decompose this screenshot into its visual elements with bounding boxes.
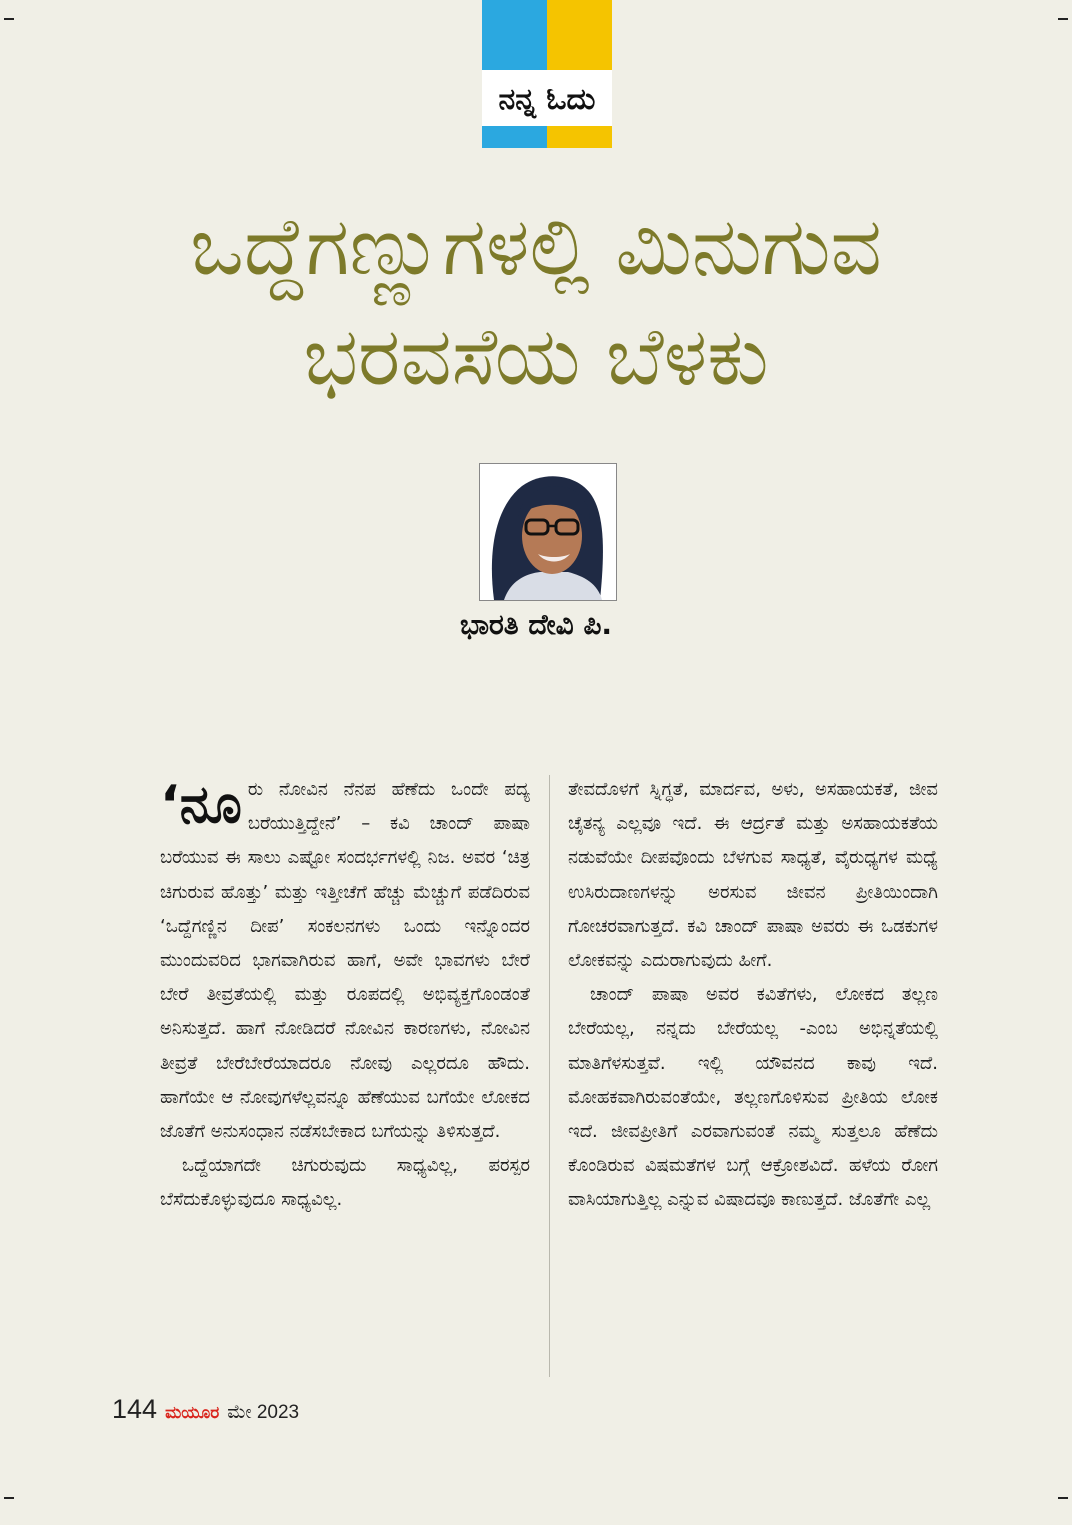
section-tag-blue-strip <box>482 126 547 148</box>
page-footer <box>112 1394 299 1430</box>
issue-date: ಮೇ 2023 <box>227 1402 300 1423</box>
column-divider <box>549 775 550 1377</box>
crop-mark <box>1058 18 1068 20</box>
section-tag-yellow-strip <box>547 126 612 148</box>
section-tag-blue-block <box>482 0 547 70</box>
article-headline <box>80 192 992 412</box>
author-portrait-image <box>480 464 616 600</box>
drop-cap: ‘ನೂ <box>160 775 242 835</box>
crop-mark <box>4 1497 14 1499</box>
headline-line-2: ಭರವಸೆಯ ಬೆಳಕು <box>303 310 769 403</box>
magazine-logo: ಮಯೂರ <box>165 1403 220 1423</box>
author-name: ಭಾರತಿ ದೇವಿ ಪಿ. <box>459 608 613 641</box>
paragraph: ತೇವದೊಳಗೆ ಸ್ನಿಗ್ಧತೆ, ಮಾರ್ದವ, ಅಳು, ಅಸಹಾಯಕತೆ, ಜೀವ ಚೈತನ್ಯ ಎಲ್ಲವೂ ಇದೆ. ಈ ಆರ್ದ್ರತೆ ಮತ್ತು ಅಸಹಾಯಕತೆಯ ನಡುವೆಯೇ ದೀಪವೊಂದು ಬೆಳಗುವ ಸಾಧ್ಯತೆ, ವೈರುಧ್ಯಗಳ ಮಧ್ಯೆ ಉಸಿರುದಾಣಗಳನ್ನು ಅರಸುವ ಜೀವನ ಪ್ರೀತಿಯಿಂದಾಗಿ ಗೋಚರವಾಗುತ್ತದೆ. ಕವಿ ಚಾಂದ್ ಪಾಷಾ ಅವರು ಈ ಒಡಕುಗಳ ಲೋಕವನ್ನು ಎದುರಾಗುವುದು ಹೀಗೆ. <box>568 779 938 972</box>
paragraph: ಚಾಂದ್ ಪಾಷಾ ಅವರ ಕವಿತೆಗಳು, ಲೋಕದ ತಲ್ಲಣ ಬೇರೆಯಲ್ಲ, ನನ್ನದು ಬೇರೆಯಲ್ಲ -ಎಂಬ ಅಭಿನ್ನತೆಯಲ್ಲಿ ಮಾತಿಗೆಳಸುತ್ತವೆ. ಇಲ್ಲಿ ಯೌವನದ ಕಾವು ಇದೆ. ಮೋಹಕವಾಗಿರುವಂತೆಯೇ, ತಲ್ಲಣಗೊಳಿಸುವ ಪ್ರೀತಿಯ ಲೋಕ ಇದೆ. ಜೀವಪ್ರೀತಿಗೆ ಎರವಾಗುವಂತೆ ನಮ್ಮ ಸುತ್ತಲೂ ಹೆಣೆದು ಕೊಂಡಿರುವ ವಿಷಮತೆಗಳ ಬಗ್ಗೆ ಆಕ್ರೋಶವಿದೆ. ಹಳೆಯ ರೋಗ ವಾಸಿಯಾಗುತ್ತಿಲ್ಲ ಎನ್ನುವ ವಿಷಾದವೂ ಕಾಣುತ್ತದೆ. ಜೊತೆಗೇ ಎಲ್ಲ <box>568 984 938 1211</box>
headline-line-1: ಒದ್ದೆಗಣ್ಣುಗಳಲ್ಲಿ ಮಿನುಗುವ <box>190 200 882 293</box>
paragraph <box>160 773 530 1149</box>
text-column-right <box>568 773 938 1218</box>
crop-mark <box>1058 1497 1068 1499</box>
page-number: 144 <box>112 1394 158 1424</box>
paragraph: ಒದ್ದೆಯಾಗದೇ ಚಿಗುರುವುದು ಸಾಧ್ಯವಿಲ್ಲ, ಪರಸ್ಪರ ಬೆಸೆದುಕೊಳ್ಳುವುದೂ ಸಾಧ್ಯವಿಲ್ಲ. <box>160 1155 530 1211</box>
section-tag-label: ನನ್ನ ಓದು <box>498 81 596 117</box>
section-tag <box>482 0 612 148</box>
crop-mark <box>4 18 14 20</box>
text-column-left <box>160 773 530 1218</box>
section-tag-yellow-block <box>547 0 612 70</box>
paragraph-text: ರು ನೋವಿನ ನೆನಪ ಹೆಣೆದು ಒಂದೇ ಪದ್ಯ ಬರೆಯುತ್ತಿದ್ದೇನೆ’ – ಕವಿ ಚಾಂದ್ ಪಾಷಾ ಬರೆಯುವ ಈ ಸಾಲು ಎಷ್ಟೋ ಸಂದರ್ಭಗಳಲ್ಲಿ ನಿಜ. ಅವರ ‘ಚಿತ್ರ ಚಿಗುರುವ ಹೊತ್ತು’ ಮತ್ತು ಇತ್ತೀಚೆಗೆ ಹೆಚ್ಚು ಮೆಚ್ಚುಗೆ ಪಡೆದಿರುವ ‘ಒದ್ದೆಗಣ್ಣಿನ ದೀಪ’ ಸಂಕಲನಗಳು ಒಂದು ಇನ್ನೊಂದರ ಮುಂದುವರಿದ ಭಾಗವಾಗಿರುವ ಹಾಗೆ, ಅವೇ ಭಾವಗಳು ಬೇರೆ ಬೇರೆ ತೀವ್ರತೆಯಲ್ಲಿ ಮತ್ತು ರೂಪದಲ್ಲಿ ಅಭಿವ್ಯಕ್ತಗೊಂಡಂತೆ ಅನಿಸುತ್ತದೆ. ಹಾಗೆ ನೋಡಿದರೆ ನೋವಿನ ಕಾರಣಗಳು, ನೋವಿನ ತೀವ್ರತೆ ಬೇರೆಬೇರೆಯಾದರೂ ನೋವು ಎಲ್ಲರದೂ ಹೌದು. ಹಾಗೆಯೇ ಆ ನೋವುಗಳೆಲ್ಲವನ್ನೂ ಹೆಣೆಯುವ ಬಗೆಯೇ ಲೋಕದ ಜೊತೆಗೆ ಅನುಸಂಧಾನ ನಡೆಸಬೇಕಾದ ಬಗೆಯನ್ನು ತಿಳಿಸುತ್ತದೆ. <box>160 779 530 1143</box>
author-photo <box>479 463 617 601</box>
